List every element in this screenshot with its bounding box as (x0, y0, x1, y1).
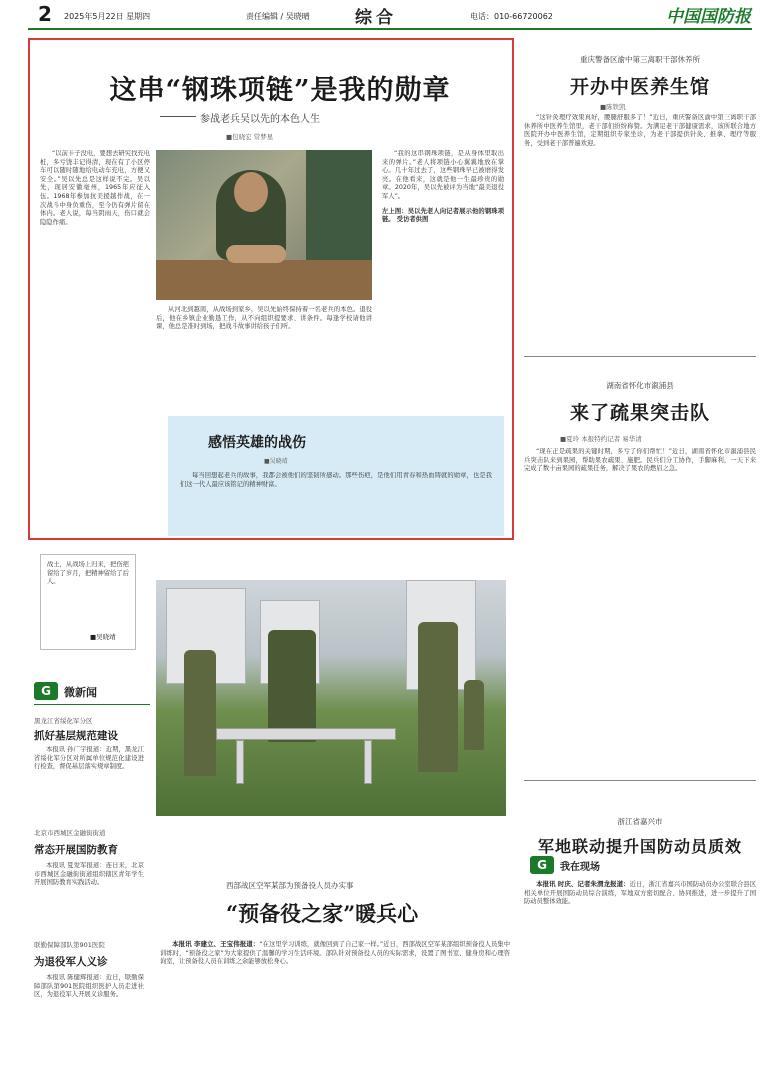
mini-news-title-3: 为退役军人义诊 (34, 956, 108, 968)
mini-news-label: 微新闻 (64, 686, 97, 699)
feature-story (28, 38, 514, 540)
story2-body (524, 448, 756, 774)
editor-note: 左上图：吴以先老人向记者展示他的钢珠项链。 受访者供图 (382, 207, 504, 224)
reserve-story-kicker: 西部战区空军某部为预备役人员办实事 (226, 881, 354, 890)
feature-col-2-text: 从河北到越南，从战场到家乡，吴以先始终保持着一名老兵的本色。退役后，他在乡镇企业勤恳工作，从不向组织提要求、讲条件。每逢学校请他讲课，他总是准时到场，把战斗故事讲给孩子们听。 (156, 306, 372, 331)
mini-news-kicker-3: 联勤保障部队第901医院 (34, 941, 105, 949)
photo-hand (226, 245, 286, 263)
mini-news-header (34, 682, 144, 700)
feature-col-1 (40, 150, 150, 530)
poem-text: 战士，从战场上归来，把伤疤留给了岁月，把精神留给了后人。 (47, 561, 129, 586)
page-number: 2 (38, 2, 52, 26)
commentary-box (168, 416, 504, 536)
commentary-text: 每当回想起老兵的故事，我都会被他们的坚韧所感动。那些伤疤，是他们用青春和热血铸就的勋章，也是我们这一代人最应该铭记的精神财富。 (180, 472, 492, 488)
story3-text: 近日，浙江省嘉兴市国防动员办公室联合县区相关单位开展国防动员综合演练，军地双方密切配合、协同推进，进一步提升了国防动员整体效能。 (524, 881, 756, 906)
photo-soldier-2 (268, 630, 316, 742)
subtitle-dash (160, 116, 196, 117)
mini-news-text-1: 本报讯 孙广宇报道：近期，黑龙江省绥化军分区对所属单位规范化建设进行检查，督促基层落实规章制度。 (34, 746, 144, 771)
editor-credit: 责任编辑 / 吴晓晴 (246, 12, 310, 21)
story1-title: 开办中医养生馆 (569, 76, 710, 98)
photo-hurdle-post-right (364, 740, 372, 784)
feature-col-3 (382, 150, 504, 406)
story3-byline: 本报讯 时庆、记者朱渭龙报道： (536, 880, 630, 888)
mini-news-rule (34, 704, 150, 705)
story1-author: ■陈铁凯 (600, 103, 626, 111)
training-photo (156, 580, 506, 816)
section-title: 综合 (355, 8, 397, 28)
story1-body (524, 114, 756, 350)
photo-veteran-face (234, 172, 268, 212)
live-report-label: 我在现场 (560, 862, 600, 873)
story3-kicker: 浙江省嘉兴市 (617, 817, 663, 826)
poem-box (40, 554, 136, 650)
photo-hurdle-post-left (236, 740, 244, 784)
story1-divider (524, 356, 756, 357)
newspaper-logo: 中国国防报 (666, 7, 751, 27)
photo-table (156, 260, 372, 300)
mini-news-column (28, 676, 148, 1072)
mini-news-title-2: 常态开展国防教育 (34, 844, 118, 856)
masthead (0, 0, 780, 30)
commentary-byline: ■吴晓靖 (264, 458, 288, 465)
feature-col-1-text: “以前卡子没电，要想去研究找充电桩，多亏饶丰记得清，现在有了小区停车可以随时随地给电动车充电，方便又安全。”吴以先总是这样说不完。吴以先，现居安徽亳州，1965年应征入伍。1968年参加抗美援越作战，在一次战斗中身负重伤，至今仍有弹片留在体内。老人说，每当阴雨天，伤口就会隐隐作痛。 (40, 150, 150, 226)
story1-kicker: 重庆警备区渝中第三离职干部休养所 (580, 55, 700, 64)
story3-body (524, 880, 756, 1068)
issue-date: 2025年5月22日 星期四 (64, 12, 151, 21)
header-rule (28, 28, 752, 30)
reserve-story-title: “预备役之家”暖兵心 (226, 901, 419, 926)
poem-author: ■吴晓靖 (90, 633, 116, 641)
mini-news-body-3 (34, 974, 144, 1064)
mini-news-kicker-2: 北京市西城区金融街街道 (34, 829, 106, 837)
feature-col-3-text: “我的这串钢珠项链，是从身体里取出来的弹片。”老人将项链小心翼翼地放在掌心。几十年过去了，这些钢珠早已被磨得发亮。在他看来，这就是他一生最珍贵的勋章。2020年，吴以先被评为当地“最美退役军人”。 (382, 150, 504, 200)
story1-text: “这针灸理疗效果真好，腰腿舒服多了！”近日，重庆警备区渝中第三离职干部休养所中医养生馆里，老干部们纷纷称赞。为满足老干部健康需求，该所联合地方医院开办中医养生馆，定期组织专家坐诊，为老干部提供针灸、推拿、理疗等服务，受到老干部普遍欢迎。 (524, 114, 756, 147)
photo-soldier-3 (418, 622, 458, 772)
feature-title: 这串“钢珠项链”是我的勋章 (109, 75, 451, 106)
reserve-story-text: “在这里学习训练，就像回到了自己家一样。”近日，西部战区空军某部组织预备役人员集中训练时，“预备役之家”为大家提供了温馨的学习生活环境。部队针对预备役人员的实际需求，设置了图书室、健身房和心理咨询室，让预备役人员在训练之余能够放松身心。 (160, 941, 510, 966)
mini-news-text-2: 本报讯 夏爱军报道：连日来，北京市西城区金融街街道组织辖区青年学生开展国防教育实践活动。 (34, 862, 144, 887)
story2-text: “现在正是疏果的关键时期，多亏了你们帮忙！”近日，湖南省怀化市溆浦县民兵突击队来到果园，帮助果农疏果、施肥。民兵们分工协作，手脚麻利，一天下来完成了数十亩果园的疏果任务，解决了果农的燃眉之急。 (524, 448, 756, 473)
reserve-story-body (160, 940, 510, 1068)
story3-label (530, 856, 650, 874)
veteran-photo (156, 150, 372, 300)
reserve-story-byline: 本报讯 李建立、王宝伟报道： (172, 940, 260, 948)
phone-number: 电话：010-66720062 (470, 12, 553, 21)
mini-news-logo-icon: G (34, 682, 58, 700)
commentary-text-wrap (180, 472, 492, 532)
live-report-logo-icon: G (530, 856, 554, 874)
story2-title: 来了疏果突击队 (569, 402, 710, 424)
feature-col-2 (156, 306, 372, 406)
story2-author: ■夏玲 本报特约记者 易华清 (560, 435, 642, 443)
right-column (524, 38, 756, 1072)
photo-soldier-1 (184, 650, 216, 776)
mini-news-text-3: 本报讯 陈健辉报道：近日，联勤保障部队第901医院组织医护人员走进社区，为退役军人开展义诊服务。 (34, 974, 144, 999)
feature-byline: ■包晓宏 常梦星 (226, 133, 274, 141)
story3-title: 军地联动提升国防动员质效 (537, 837, 742, 856)
mini-news-title-1: 抓好基层规范建设 (34, 730, 118, 742)
feature-subtitle: 参战老兵吴以先的本色人生 (200, 114, 320, 125)
mini-news-kicker-1: 黑龙江省绥化军分区 (34, 717, 93, 725)
mini-news-body-2 (34, 862, 144, 932)
mini-news-body-1 (34, 746, 144, 818)
story2-kicker: 湖南省怀化市溆浦县 (606, 381, 674, 390)
photo-hurdle-bar (216, 728, 396, 740)
reserve-story (156, 876, 514, 1072)
photo-soldier-4 (464, 680, 484, 750)
commentary-title: 感悟英雄的战伤 (208, 435, 306, 451)
poem-text-wrap (47, 561, 129, 631)
story2-divider (524, 780, 756, 781)
